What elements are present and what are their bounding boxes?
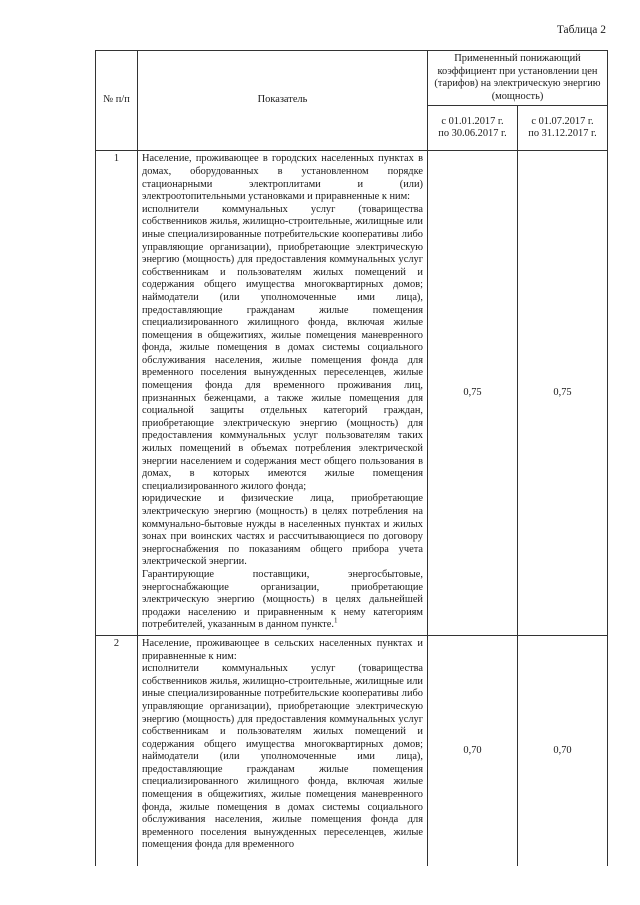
row1-paragraph-legal-entities: юридические и физические лица, приобретающие электрическую энергию (мощность) в целях потребления на коммунально-бытовые нужды в населенных пунктах и жилых зонах при воинских частях и рассчитывающиеся по договору энергоснабжения по показаниям общего прибора учета электрической энергии. (142, 493, 423, 568)
header-period-2 (518, 106, 608, 151)
table-caption: Таблица 2 (556, 24, 606, 36)
period-2-end: по 31.12.2017 г. (528, 128, 597, 140)
row1-intro: Население, проживающее в городских населенных пунктах в домах, оборудованных в установленном порядке стационарными электроплитами и (или) электроотопительными установками и приравненные к ним: (142, 153, 423, 203)
period-1-end: по 30.06.2017 г. (438, 128, 507, 140)
row-indicator-text (138, 635, 428, 866)
row-value-period-2: 0,75 (518, 151, 608, 636)
row-number: 2 (96, 635, 138, 866)
period-2-start: с 01.07.2017 г. (531, 115, 594, 127)
coefficient-table (95, 50, 608, 866)
row1-paragraph-executors: исполнители коммунальных услуг (товарищества собственников жилья, жилищно-строительные, жилищные или иные специализированные потребительские кооперативы либо управляющие организации), приобретающие электрическую энергию (мощность) для предоставления коммунальных услуг собственникам и пользователям жилых помещений и содержания общего имущества многоквартирных домов; наймодатели (или уполномоченные ими лица), предоставляющие гражданам жилые помещения специализированного жилищного фонда, включая жилые помещения в общежитиях, жилые помещения маневренного фонда, жилые помещения в домах системы социального обслуживания населения, жилые помещения фонда для временного поселения вынужденных переселенцев, жилые помещения фонда для временного проживания лиц, признанных беженцами, а также жилые помещения для социальной защиты отдельных категорий граждан, приобретающие электрическую энергию (мощность) для предоставления коммунальных услуг пользователям таких жилых помещений в объемах потребления электрической энергии населением и содержания мест общего пользования в домах, в которых имеются жилые помещения специализированного жилого фонда; (142, 203, 423, 492)
header-period-1 (428, 106, 518, 151)
row-value-period-1: 0,75 (428, 151, 518, 636)
row-value-period-2: 0,70 (518, 635, 608, 866)
row-indicator-text (138, 151, 428, 636)
row-value-period-1: 0,70 (428, 635, 518, 866)
footnote-marker: 1 (334, 616, 338, 625)
row2-paragraph-executors: исполнители коммунальных услуг (товарищества собственников жилья, жилищно-строительные, жилищные или иные специализированные потребительские кооперативы либо управляющие организации), приобретающие электрическую энергию (мощность) для предоставления коммунальных услуг собственникам и пользователям жилых помещений и содержания общего имущества многоквартирных домов; наймодатели (или уполномоченные ими лица), предоставляющие гражданам жилые помещения специализированного жилищного фонда, включая жилые помещения в общежитиях, жилые помещения маневренного фонда, жилые помещения в домах системы социального обслуживания населения, жилые помещения фонда для временного поселения вынужденных переселенцев, жилые помещения фонда для временного (142, 663, 423, 851)
header-coefficient: Примененный понижающий коэффициент при установлении цен (тарифов) на электрическую энергию (мощность) (428, 51, 608, 106)
row1-suppliers-text: Гарантирующие поставщики, энергосбытовые, энергоснабжающие организации, приобретающие электрическую энергию (мощность) в целях дальнейшей продажи населению и приравненным к нему категориям потребителей, указанным в данном пункте. (142, 568, 423, 631)
row2-intro: Население, проживающее в сельских населенных пунктах и приравненные к ним: (142, 637, 423, 662)
row-number: 1 (96, 151, 138, 636)
period-1-start: с 01.01.2017 г. (441, 115, 504, 127)
table-row (96, 151, 608, 636)
row1-paragraph-suppliers (142, 569, 423, 632)
header-number: № п/п (96, 51, 138, 151)
header-indicator: Показатель (138, 51, 428, 151)
table-row (96, 635, 608, 866)
